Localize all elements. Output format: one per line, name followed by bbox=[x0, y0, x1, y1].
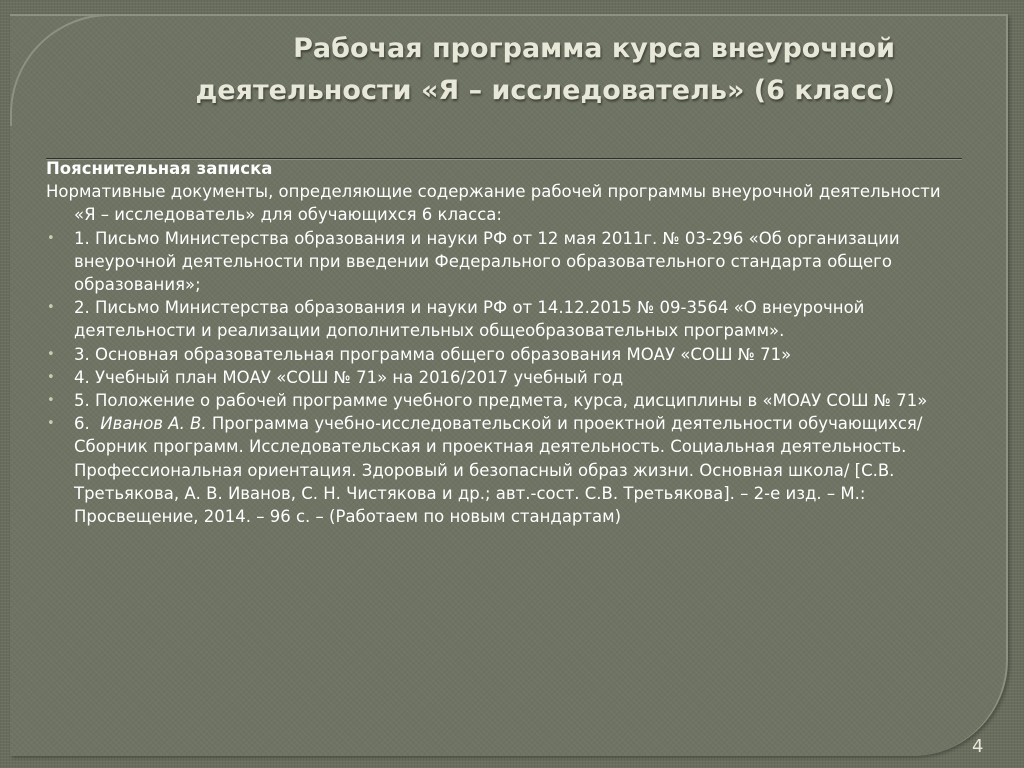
list-item-text: 1. Письмо Министерства образования и науки РФ от 12 мая 2011г. № 03-296 «Об организации внеурочной деятельности при введении Федерального образовательного стандарта общего образования»; bbox=[74, 228, 900, 295]
slide-body bbox=[46, 157, 966, 528]
list-item bbox=[46, 412, 966, 528]
page-number: 4 bbox=[972, 736, 984, 757]
list-item bbox=[46, 227, 966, 297]
list-item bbox=[46, 389, 966, 412]
slide-title: Рабочая программа курса внеурочной деятельности «Я – исследователь» (6 класс) bbox=[195, 33, 895, 106]
intro-paragraph: Нормативные документы, определяющие содержание рабочей программы внеурочной деятельности «Я – исследователь» для обучающихся 6 класса: bbox=[46, 182, 941, 225]
bullet-icon: • bbox=[47, 346, 55, 362]
author-name: Иванов А. В. bbox=[100, 414, 207, 434]
list-item bbox=[46, 366, 966, 389]
list-item-number: 6. bbox=[74, 414, 90, 434]
list-item-text: 4. Учебный план МОАУ «СОШ № 71» на 2016/2017 учебный год bbox=[74, 367, 624, 387]
list-item bbox=[46, 296, 966, 342]
list-item-text: 5. Положение о рабочей программе учебного предмета, курса, дисциплины в «МОАУ СОШ № 71» bbox=[74, 391, 928, 411]
bullet-icon: • bbox=[47, 416, 55, 432]
section-heading: Пояснительная записка bbox=[46, 159, 273, 178]
list-item-text: Программа учебно-исследовательской и проектной деятельности обучающихся/ Сборник программ. Исследовательская и проектная деятельность. Социальная деятельность. Профессиональная ориентация. Здоровый и безопасный образ жизни. Основная школа/ [С.В. Третьякова, А. В. Иванов, С. Н. Чистякова и др.; авт.-сост. С.В. Третьякова]. – 2-е изд. – М.: Просвещение, 2014. – 96 с. – (Работаем по новым стандартам) bbox=[74, 414, 923, 527]
list-item-text: 2. Письмо Министерства образования и науки РФ от 14.12.2015 № 09-3564 «О внеурочной деятельности и реализации дополнительных общеобразовательных программ». bbox=[74, 298, 865, 341]
list-item-text: 3. Основная образовательная программа общего образования МОАУ «СОШ № 71» bbox=[74, 344, 792, 364]
bullet-icon: • bbox=[47, 300, 55, 316]
bullet-icon: • bbox=[47, 369, 55, 385]
list-item bbox=[46, 343, 966, 366]
bullet-icon: • bbox=[47, 230, 55, 246]
reference-list bbox=[46, 227, 966, 529]
bullet-icon: • bbox=[47, 393, 55, 409]
